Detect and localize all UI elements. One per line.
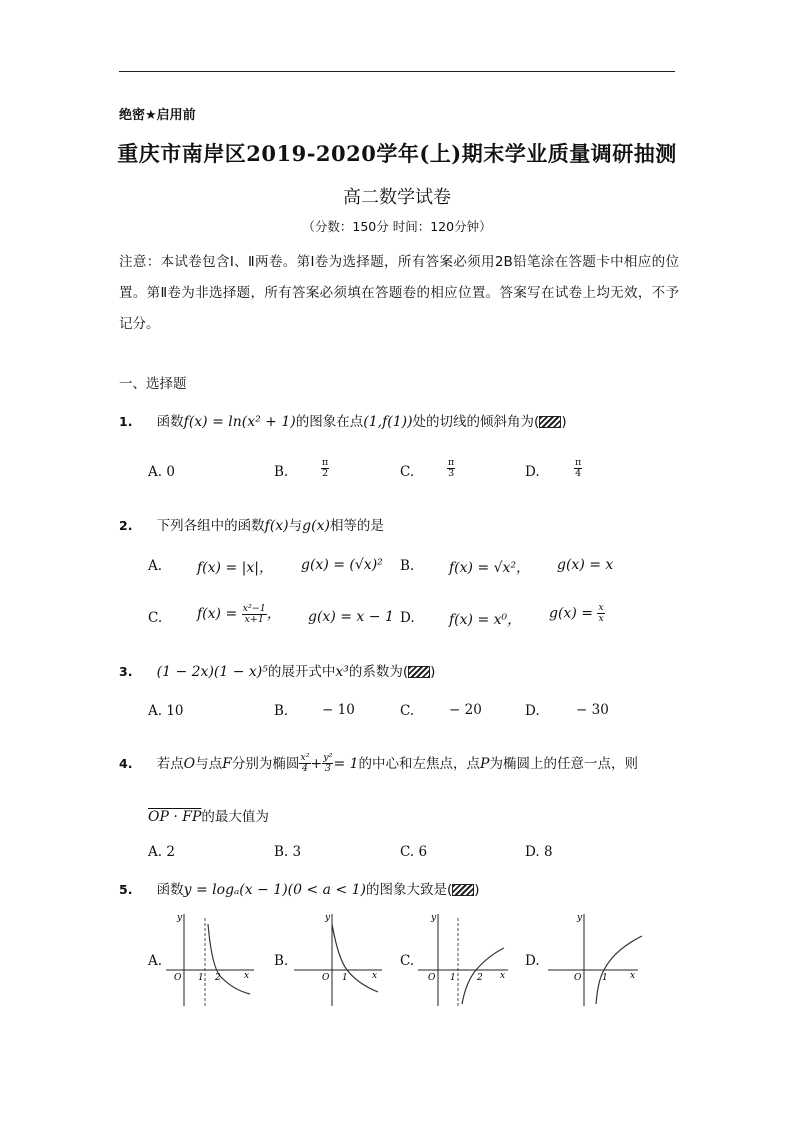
option-b-value: − 10 bbox=[322, 702, 355, 718]
tick-label-1: 1 bbox=[602, 973, 608, 983]
fraction bbox=[299, 753, 310, 774]
option-letter: A. bbox=[148, 844, 163, 860]
option-d-letter: D. bbox=[525, 703, 540, 719]
question-text: 相等的是 bbox=[329, 518, 384, 534]
option-letter: D. bbox=[525, 464, 540, 480]
option-c-value: − 20 bbox=[449, 702, 482, 718]
question-number: 2. bbox=[119, 518, 133, 533]
question-text: 为椭圆上的任意一点，则 bbox=[489, 756, 638, 772]
option-value: 2 bbox=[166, 844, 175, 860]
axis-label-y: y bbox=[177, 913, 183, 923]
fraction bbox=[242, 604, 267, 625]
question-4-line-2 bbox=[148, 805, 269, 825]
vector-expression: OP · FP bbox=[148, 809, 202, 825]
option-letter: D. bbox=[525, 844, 540, 860]
answer-blank bbox=[452, 884, 474, 896]
question-text: 下列各组中的函数 bbox=[156, 518, 265, 534]
option-b-value bbox=[321, 458, 329, 479]
option-value: 10 bbox=[166, 703, 184, 719]
axis-label-x: x bbox=[372, 971, 378, 981]
origin-label: O bbox=[322, 973, 330, 983]
function-curve bbox=[332, 924, 378, 992]
axis-label-x: x bbox=[500, 971, 506, 981]
question-text: 的中心和左焦点，点 bbox=[358, 756, 481, 772]
notice-paragraph: 注意：本试卷包含Ⅰ、Ⅱ两卷。第Ⅰ卷为选择题，所有答案必须用2B铅笔涂在答题卡中相应的位置。第Ⅱ卷为非选择题，所有答案必须填在答题卷的相应位置。答案写在试卷上均无效，不予记分。 bbox=[119, 254, 679, 332]
math-expression: f(x) = ln(x² + 1) bbox=[183, 414, 296, 430]
fraction-denominator: 3 bbox=[324, 763, 331, 774]
option-d-value: − 30 bbox=[576, 702, 609, 718]
question-3 bbox=[119, 660, 435, 680]
option-a-letter: A. bbox=[148, 558, 163, 574]
math-expression: f(x) = bbox=[197, 606, 238, 622]
option-b bbox=[274, 464, 288, 480]
fraction-numerator: y² bbox=[323, 752, 333, 763]
math-expression: g(x) = bbox=[549, 605, 593, 622]
option-d bbox=[525, 844, 553, 860]
question-text: 处的切线的倾斜角为( bbox=[412, 414, 540, 430]
exam-title: 重庆市南岸区2019-2020学年(上)期末学业质量调研抽测 bbox=[117, 141, 677, 166]
option-d bbox=[525, 464, 540, 480]
tick-label-1: 1 bbox=[450, 973, 456, 983]
math-expression: x³ bbox=[335, 664, 349, 680]
math-expression: O bbox=[183, 756, 196, 772]
option-letter: A. bbox=[148, 703, 163, 719]
option-b-letter: B. bbox=[274, 703, 289, 719]
option-c bbox=[400, 844, 427, 860]
option-b-graph bbox=[292, 908, 388, 1008]
origin-label: O bbox=[428, 973, 436, 983]
option-letter: C. bbox=[400, 464, 415, 480]
axis-label-x: x bbox=[630, 971, 636, 981]
option-c-letter: C. bbox=[148, 610, 163, 626]
question-text: 的系数为( bbox=[348, 664, 409, 680]
question-text: ) bbox=[430, 664, 436, 680]
fraction-denominator: x bbox=[598, 613, 604, 624]
option-c-value bbox=[447, 458, 455, 479]
tick-label-2: 2 bbox=[215, 973, 221, 983]
option-c-letter: C. bbox=[400, 703, 415, 719]
question-number: 1. bbox=[119, 414, 133, 429]
option-d-letter: D. bbox=[525, 953, 540, 969]
option-c bbox=[400, 464, 414, 480]
option-b-letter: B. bbox=[274, 953, 289, 969]
question-number: 4. bbox=[119, 756, 133, 771]
option-a-g: g(x) = (√x)² bbox=[301, 557, 383, 573]
option-a-f: f(x) = |x|， bbox=[197, 560, 273, 576]
tick-label-1: 1 bbox=[342, 973, 348, 983]
fraction-denominator: 2 bbox=[322, 468, 329, 479]
axis-label-y: y bbox=[325, 913, 331, 923]
option-c-f bbox=[197, 603, 281, 625]
question-4 bbox=[119, 752, 638, 774]
option-a-graph bbox=[164, 908, 260, 1008]
tick-label-2: 2 bbox=[477, 973, 483, 983]
option-c-g: g(x) = x − 1 bbox=[308, 609, 394, 625]
score-time-line: （分数：150分 时间：120分钟） bbox=[302, 219, 492, 234]
math-expression: ， bbox=[266, 606, 281, 622]
question-2 bbox=[119, 514, 384, 534]
option-value: 6 bbox=[418, 844, 428, 860]
math-expression: (1,f(1)) bbox=[363, 414, 413, 430]
option-c-graph bbox=[416, 908, 516, 1008]
fraction-denominator: x+1 bbox=[244, 613, 264, 625]
option-b-g: g(x) = x bbox=[557, 557, 614, 573]
option-a bbox=[148, 844, 175, 860]
axis-label-y: y bbox=[577, 913, 583, 923]
fraction-numerator: x bbox=[598, 602, 604, 613]
fraction-denominator: 4 bbox=[301, 763, 308, 774]
secret-label: 绝密★启用前 bbox=[119, 108, 196, 123]
axis-label-x: x bbox=[244, 971, 250, 981]
math-expression: g(x) bbox=[302, 518, 330, 534]
option-b-letter: B. bbox=[400, 558, 415, 574]
question-text: 的图象大致是( bbox=[366, 882, 453, 898]
option-d-value bbox=[574, 458, 582, 479]
fraction-numerator: π bbox=[322, 457, 329, 468]
option-letter: B. bbox=[274, 844, 289, 860]
fraction-denominator: 3 bbox=[448, 468, 455, 479]
answer-blank bbox=[408, 666, 430, 678]
math-expression: = 1 bbox=[333, 756, 359, 772]
axis-label-y: y bbox=[431, 913, 437, 923]
top-rule bbox=[119, 71, 675, 72]
fraction-numerator: π bbox=[448, 457, 455, 468]
fraction-denominator: 4 bbox=[575, 468, 582, 479]
fraction-numerator: π bbox=[575, 457, 582, 468]
option-letter: C. bbox=[400, 844, 415, 860]
question-text: ) bbox=[561, 414, 567, 430]
fraction bbox=[597, 603, 604, 624]
question-text: 函数 bbox=[156, 882, 184, 898]
question-text: 的最大值为 bbox=[201, 809, 269, 825]
exam-subtitle: 高二数学试卷 bbox=[343, 187, 451, 208]
answer-blank bbox=[539, 416, 561, 428]
option-letter: B. bbox=[274, 464, 289, 480]
fraction-numerator: x²−1 bbox=[242, 602, 266, 614]
function-curve bbox=[208, 924, 250, 994]
option-c-letter: C. bbox=[400, 953, 415, 969]
math-expression: P bbox=[480, 756, 490, 772]
option-value: 0 bbox=[166, 464, 175, 480]
option-d-graph bbox=[546, 908, 646, 1008]
origin-label: O bbox=[174, 973, 182, 983]
option-value: 3 bbox=[292, 844, 302, 860]
question-text: 若点 bbox=[156, 756, 184, 772]
option-d-f: f(x) = x⁰， bbox=[449, 612, 522, 628]
question-text: ) bbox=[474, 882, 480, 898]
function-curve bbox=[462, 948, 504, 1004]
fraction bbox=[321, 458, 329, 479]
fraction-numerator: x² bbox=[300, 752, 310, 763]
origin-label: O bbox=[574, 973, 582, 983]
question-5 bbox=[119, 878, 480, 898]
tick-label-1: 1 bbox=[198, 973, 204, 983]
option-d-g bbox=[549, 603, 605, 624]
fraction bbox=[574, 458, 582, 479]
fraction bbox=[322, 753, 333, 774]
question-text: 分别为椭圆 bbox=[231, 756, 300, 772]
option-b bbox=[274, 844, 301, 860]
question-number: 3. bbox=[119, 664, 133, 679]
option-b-f: f(x) = √x²， bbox=[449, 560, 531, 576]
math-expression: (1 − 2x)(1 − x)⁵ bbox=[156, 664, 268, 680]
option-value: 8 bbox=[543, 844, 553, 860]
fraction bbox=[447, 458, 455, 479]
option-a bbox=[148, 703, 184, 719]
option-letter: A. bbox=[148, 464, 163, 480]
question-text: 的展开式中 bbox=[267, 664, 336, 680]
question-text: 函数 bbox=[156, 414, 184, 430]
math-expression: y = logₐ(x − 1)(0 < a < 1) bbox=[183, 882, 367, 898]
math-expression: + bbox=[310, 756, 323, 772]
question-number: 5. bbox=[119, 882, 133, 897]
option-a bbox=[148, 464, 175, 480]
math-expression: F bbox=[222, 756, 232, 772]
question-text: 与 bbox=[288, 518, 303, 534]
section-title: 一、选择题 bbox=[119, 376, 187, 392]
option-a-letter: A. bbox=[148, 953, 163, 969]
question-text: 与点 bbox=[195, 756, 223, 772]
question-text: 的图象在点 bbox=[295, 414, 364, 430]
option-d-letter: D. bbox=[400, 610, 415, 626]
question-1 bbox=[119, 410, 567, 430]
math-expression: f(x) bbox=[264, 518, 289, 534]
